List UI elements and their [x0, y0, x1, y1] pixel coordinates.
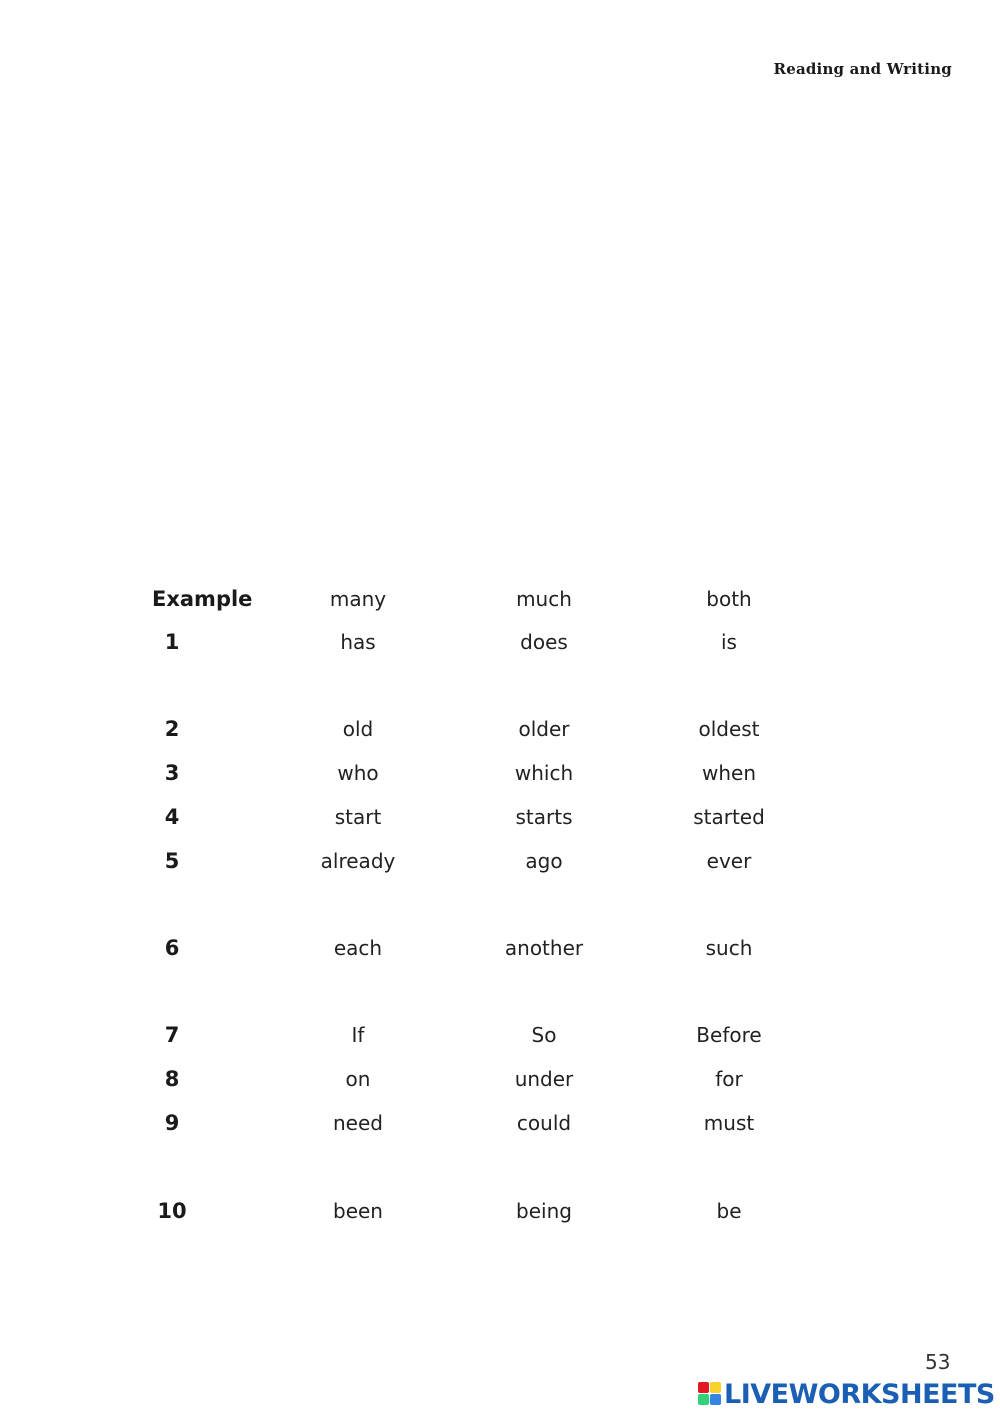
option-b[interactable]: ago	[525, 849, 563, 873]
option-a[interactable]: start	[334, 805, 382, 829]
question-row-9	[0, 1108, 1000, 1138]
option-b[interactable]: could	[516, 1111, 572, 1135]
page-number: 53	[925, 1350, 951, 1374]
option-c[interactable]: started	[693, 805, 765, 829]
option-a[interactable]: need	[333, 1111, 383, 1135]
option-b[interactable]: does	[520, 630, 568, 654]
row-label: 3	[164, 761, 180, 785]
option-b[interactable]: which	[514, 761, 574, 785]
row-label: 7	[164, 1023, 180, 1047]
option-c[interactable]: such	[705, 936, 753, 960]
row-label: 8	[164, 1067, 180, 1091]
row-label: Example	[152, 587, 253, 611]
question-row-1	[0, 627, 1000, 657]
option-b[interactable]: another	[504, 936, 584, 960]
example-row	[0, 584, 1000, 614]
option-c[interactable]: for	[715, 1067, 743, 1091]
option-a[interactable]: been	[333, 1199, 383, 1223]
option-c[interactable]: Before	[696, 1023, 762, 1047]
question-row-4	[0, 802, 1000, 832]
liveworksheets-logo[interactable]	[698, 1378, 995, 1410]
option-b[interactable]: older	[518, 717, 570, 741]
question-row-3	[0, 758, 1000, 788]
option-c[interactable]: be	[716, 1199, 742, 1223]
row-label: 9	[164, 1111, 180, 1135]
option-a[interactable]: If	[351, 1023, 365, 1047]
section-title: Reading and Writing	[773, 60, 952, 78]
option-b[interactable]: under	[514, 1067, 574, 1091]
row-label: 6	[164, 936, 180, 960]
row-label: 1	[164, 630, 180, 654]
option-a[interactable]: on	[345, 1067, 371, 1091]
row-label: 5	[164, 849, 180, 873]
question-row-6	[0, 933, 1000, 963]
option-b[interactable]: starts	[515, 805, 573, 829]
option-a[interactable]: who	[337, 761, 379, 785]
question-row-7	[0, 1020, 1000, 1050]
option-b[interactable]: being	[516, 1199, 572, 1223]
option-c[interactable]: ever	[706, 849, 752, 873]
logo-blocks-icon	[698, 1382, 722, 1406]
option-c[interactable]: oldest	[698, 717, 760, 741]
question-row-2	[0, 714, 1000, 744]
row-label: 2	[164, 717, 180, 741]
option-a[interactable]: many	[329, 587, 387, 611]
option-a[interactable]: old	[342, 717, 374, 741]
option-a[interactable]: has	[340, 630, 376, 654]
option-a[interactable]: each	[333, 936, 383, 960]
option-c[interactable]: when	[701, 761, 756, 785]
option-c[interactable]: is	[721, 630, 737, 654]
row-label: 4	[164, 805, 180, 829]
option-c[interactable]: must	[703, 1111, 755, 1135]
option-b[interactable]: much	[516, 587, 572, 611]
question-row-10	[0, 1196, 1000, 1226]
option-c[interactable]: both	[706, 587, 752, 611]
option-b[interactable]: So	[531, 1023, 557, 1047]
question-row-8	[0, 1064, 1000, 1094]
question-row-5	[0, 846, 1000, 876]
option-a[interactable]: already	[320, 849, 396, 873]
row-label: 10	[157, 1199, 187, 1223]
logo-text: LIVEWORKSHEETS	[724, 1378, 995, 1410]
